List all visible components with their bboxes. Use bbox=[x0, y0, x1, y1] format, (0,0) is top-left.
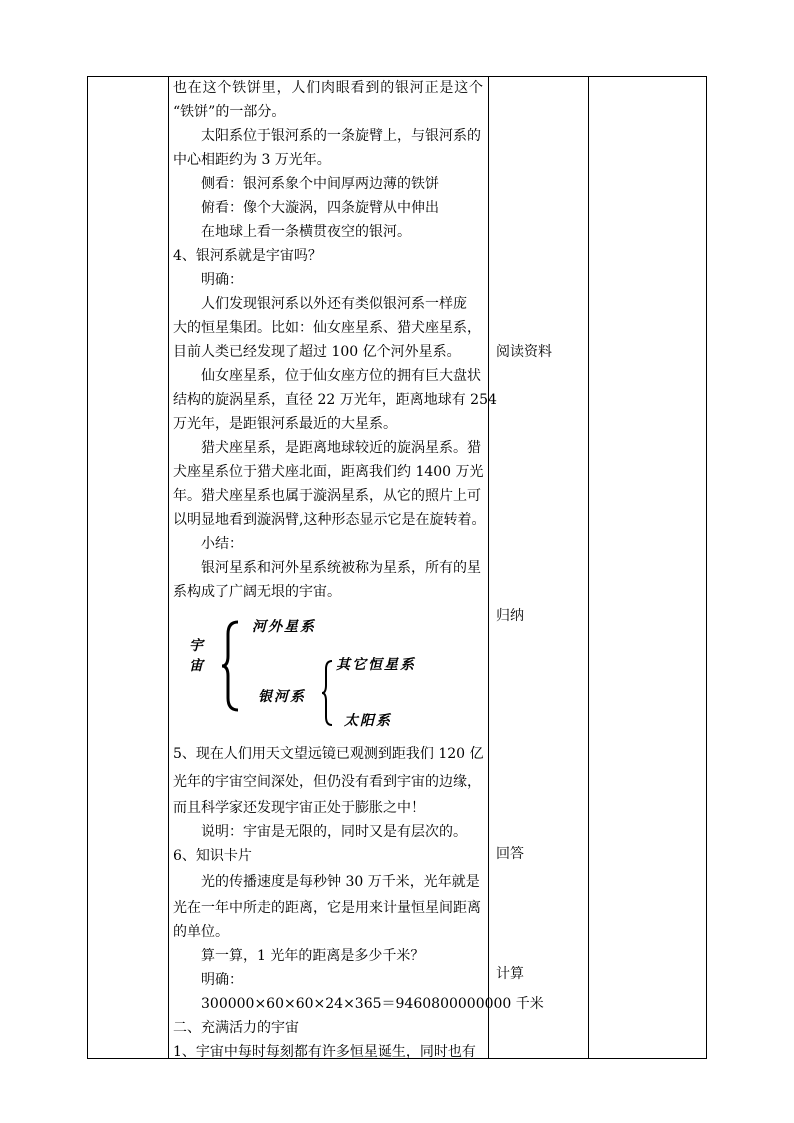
text-line: 太阳系位于银河系的一条旋臂上，与银河系的 bbox=[201, 128, 481, 144]
diagram-milky-way: 银河系 bbox=[258, 689, 306, 705]
brace-icon bbox=[220, 620, 240, 712]
diagram-root: 宇宙 bbox=[189, 638, 203, 674]
diagram-other-star-systems: 其它恒星系 bbox=[336, 657, 416, 673]
text-line: 算一算，1 光年的距离是多少千米？ bbox=[201, 948, 425, 964]
text-line: 在地球上看一条横贯夜空的银河。 bbox=[201, 224, 411, 240]
text-line: 目前人类已经发现了超过 100 亿个河外星系。 bbox=[173, 344, 461, 360]
text-line: 300000×60×60×24×365＝9460800000000 千米 bbox=[201, 996, 544, 1012]
text-line: 小结： bbox=[201, 536, 243, 552]
column-divider bbox=[168, 77, 169, 1058]
text-line: 也在这个铁饼里，人们肉眼看到的银河正是这个 bbox=[173, 80, 483, 96]
text-line: 1、宇宙中每时每刻都有许多恒星诞生，同时也有 bbox=[173, 1044, 476, 1060]
text-line: 光的传播速度是每秒钟 30 万千米，光年就是 bbox=[201, 874, 480, 890]
text-line: 俯看：像个大漩涡，四条旋臂从中伸出 bbox=[201, 200, 439, 216]
text-line: 结构的旋涡星系，直径 22 万光年，距离地球有 254 bbox=[173, 392, 497, 408]
text-line: 万光年，是距银河系最近的大星系。 bbox=[173, 416, 397, 432]
text-line: 光在一年中所走的距离，它是用来计量恒星间距离 bbox=[173, 900, 481, 916]
text-line: 5、现在人们用天文望远镜已观测到距我们 120 亿 bbox=[173, 746, 484, 762]
text-line: 的单位。 bbox=[173, 924, 229, 940]
text-line: 年。猎犬座星系也属于漩涡星系，从它的照片上可 bbox=[173, 488, 481, 504]
diagram-outer-galaxies: 河外星系 bbox=[252, 619, 316, 635]
text-line: 系构成了广阔无垠的宇宙。 bbox=[173, 584, 341, 600]
note-answer: 回答 bbox=[496, 846, 524, 862]
text-line: 以明显地看到漩涡臂,这种形态显示它是在旋转着。 bbox=[173, 512, 486, 528]
text-line: 中心相距约为 3 万光年。 bbox=[173, 152, 331, 168]
text-line: 仙女座星系，位于仙女座方位的拥有巨大盘状 bbox=[201, 368, 481, 384]
text-line: 而且科学家还发现宇宙正处于膨胀之中！ bbox=[173, 800, 425, 816]
brace-icon bbox=[320, 659, 334, 727]
note-calc: 计算 bbox=[496, 966, 524, 982]
diagram-solar-system: 太阳系 bbox=[344, 713, 392, 729]
note-summary: 归纳 bbox=[496, 608, 524, 624]
text-line: 4、银河系就是宇宙吗？ bbox=[173, 248, 322, 264]
text-line: 明确： bbox=[201, 272, 243, 288]
column-divider bbox=[588, 77, 589, 1058]
text-line: 侧看：银河系象个中间厚两边薄的铁饼 bbox=[201, 176, 439, 192]
text-line: 人们发现银河系以外还有类似银河系一样庞 bbox=[201, 296, 467, 312]
text-line: 6、知识卡片 bbox=[173, 848, 252, 864]
text-line: 银河星系和河外星系统被称为星系，所有的星 bbox=[201, 560, 481, 576]
text-line: 明确： bbox=[201, 972, 243, 988]
column-divider bbox=[488, 77, 489, 1058]
note-reading: 阅读资料 bbox=[496, 344, 552, 360]
text-line: 猎犬座星系，是距离地球较近的旋涡星系。猎 bbox=[201, 440, 481, 456]
text-line: “铁饼”的一部分。 bbox=[173, 104, 286, 120]
text-line: 犬座星系位于猎犬座北面，距离我们约 1400 万光 bbox=[173, 464, 484, 480]
text-line: 说明：宇宙是无限的，同时又是有层次的。 bbox=[201, 824, 467, 840]
text-line: 二、充满活力的宇宙 bbox=[173, 1020, 299, 1036]
text-line: 光年的宇宙空间深处，但仍没有看到宇宙的边缘， bbox=[173, 774, 481, 790]
text-line: 大的恒星集团。比如：仙女座星系、猎犬座星系， bbox=[173, 320, 481, 336]
